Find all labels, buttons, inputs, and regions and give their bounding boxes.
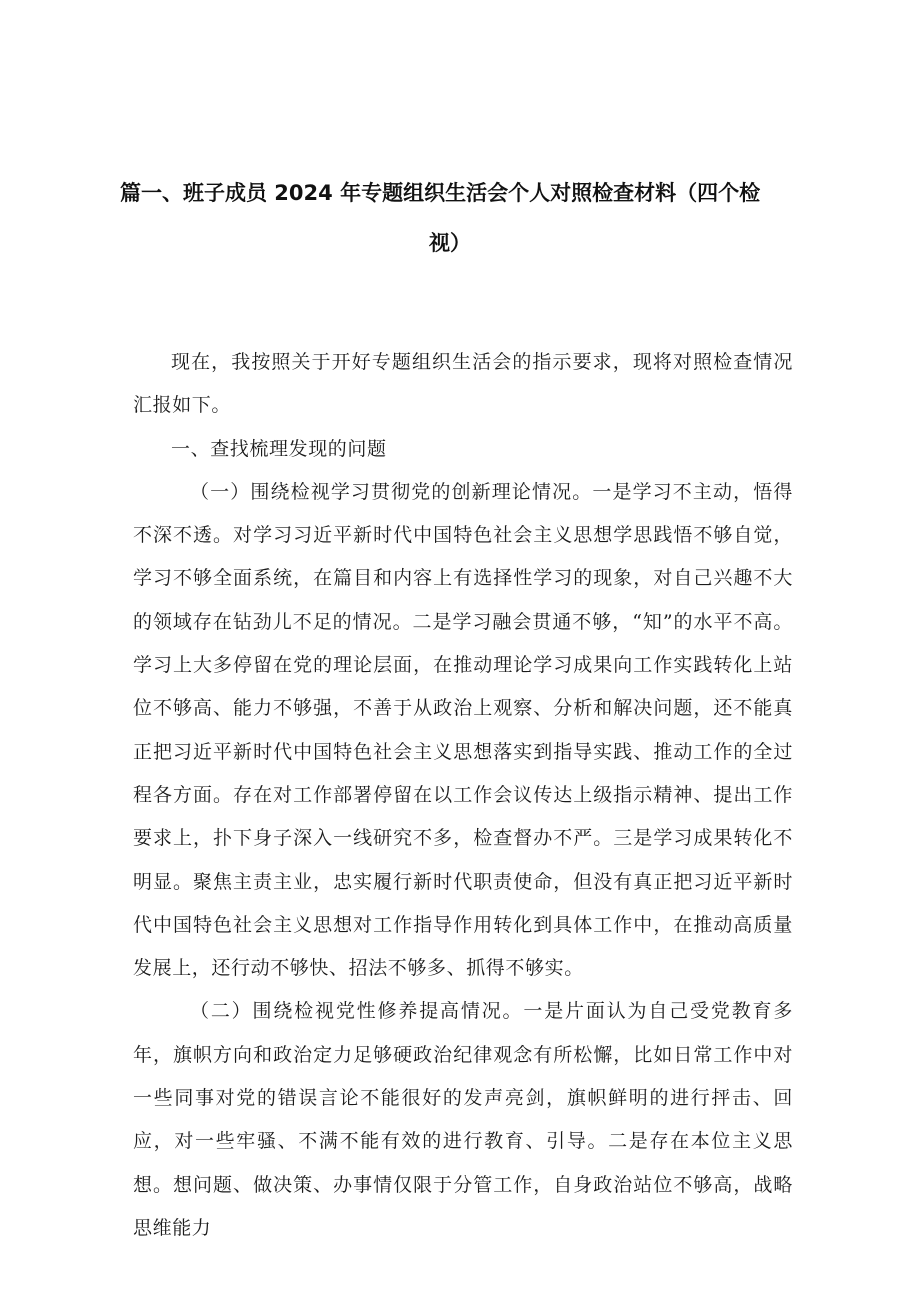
intro-paragraph: 现在，我按照关于开好专题组织生活会的指示要求，现将对照检查情况汇报如下。 <box>133 351 793 417</box>
title-line-2: 视） <box>429 231 471 255</box>
document-body <box>133 341 793 1250</box>
title-line-1: 篇一、班子成员 2024 年专题组织生活会个人对照检查材料（四个检 <box>120 181 761 205</box>
document-title <box>120 168 780 268</box>
section-heading: 一、查找梳理发现的问题 <box>171 437 387 460</box>
paragraph-party-spirit: （二）围绕检视党性修养提高情况。一是片面认为自己受党教育多年，旗帜方向和政治定力足够硬政治纪律观念有所松懈，比如日常工作中对一些同事对党的错误言论不能很好的发声亮剑，旗帜鲜明的进行抨击、回应，对一些牢骚、不满不能有效的进行教育、引导。二是存在本位主义思想。想问题、做决策、办事情仅限于分管工作，自身政治站位不够高，战略思维能力 <box>133 1000 793 1239</box>
paragraph-study: （一）围绕检视学习贯彻党的创新理论情况。一是学习不主动，悟得不深不透。对学习习近平新时代中国特色社会主义思想学思践悟不够自觉，学习不够全面系统，在篇目和内容上有选择性学习的现象，对自己兴趣不大的领域存在钻劲儿不足的情况。二是学习融会贯通不够，“知”的水平不高。学习上大多停留在党的理论层面，在推动理论学习成果向工作实践转化上站位不够高、能力不够强，不善于从政治上观察、分析和解决问题，还不能真正把习近平新时代中国特色社会主义思想落实到指导实践、推动工作的全过程各方面。存在对工作部署停留在以工作会议传达上级指示精神、提出工作要求上，扑下身子深入一线研究不多，检查督办不严。三是学习成果转化不明显。聚焦主责主业，忠实履行新时代职责使命，但没有真正把习近平新时代中国特色社会主义思想对工作指导作用转化到具体工作中，在推动高质量发展上，还行动不够快、招法不够多、抓得不够实。 <box>133 480 793 980</box>
